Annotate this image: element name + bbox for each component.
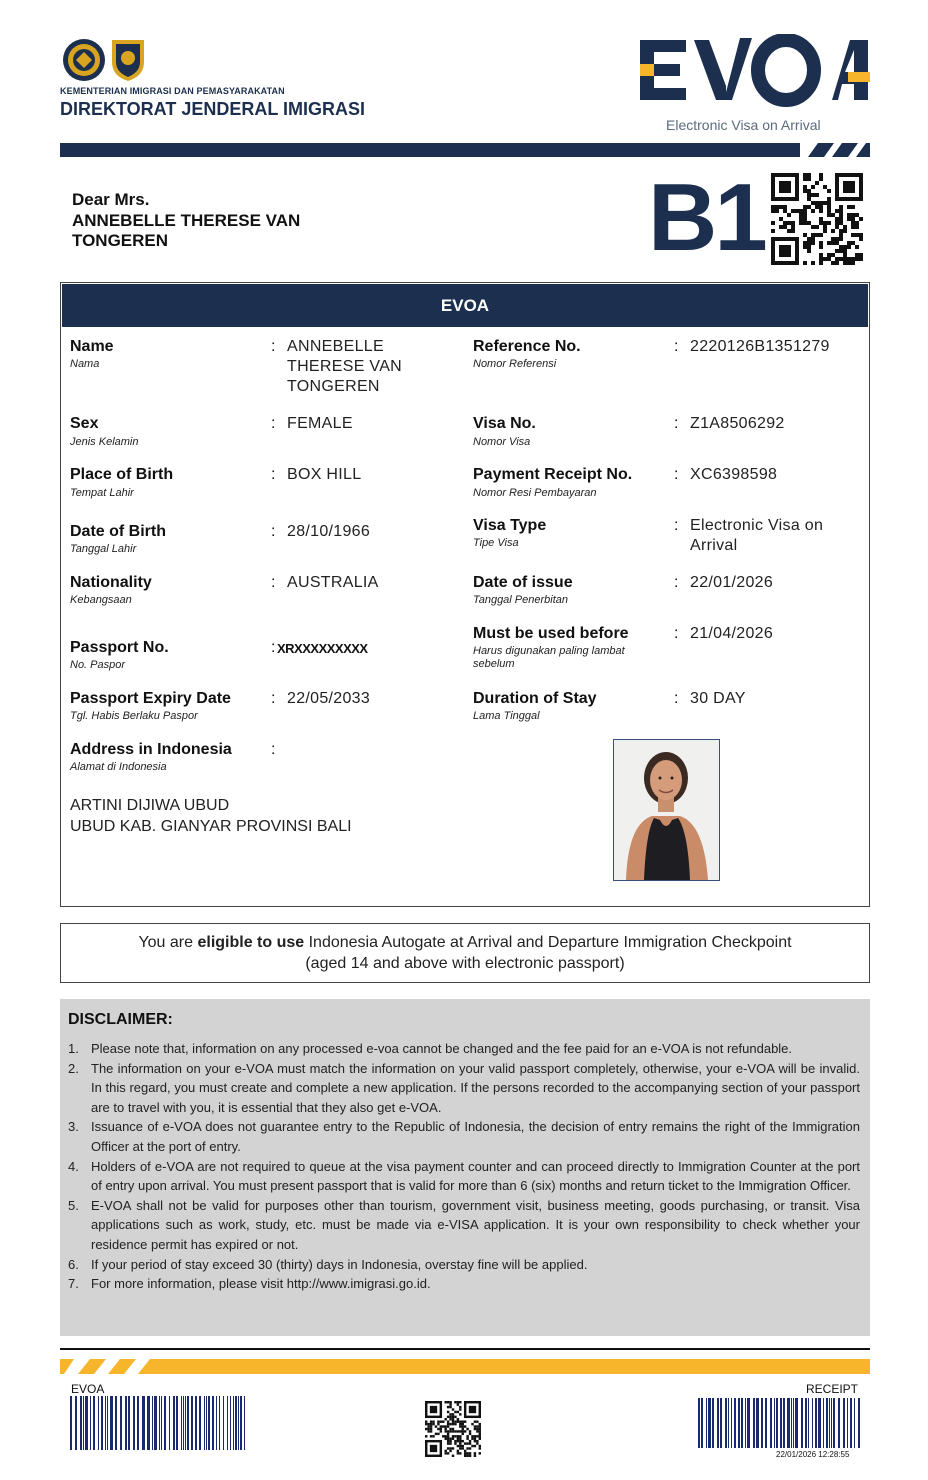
field-value-visa-no: Z1A8506292 [690, 415, 785, 432]
field-sub-sex: Jenis Kelamin [70, 436, 139, 448]
field-sub-duration: Lama Tinggal [473, 710, 540, 722]
field-sub-must-use-before: Harus digunakan paling lambat sebelum [473, 645, 625, 670]
colon: : [674, 338, 679, 355]
address-block [70, 795, 352, 837]
barcode-label-receipt: RECEIPT [806, 1382, 859, 1396]
barcode-evoa [70, 1396, 246, 1455]
field-label-passport-expiry: Passport Expiry Date [70, 690, 231, 707]
field-sub-address: Alamat di Indonesia [70, 761, 167, 773]
field-label-must-use-before: Must be used before [473, 625, 629, 642]
colon: : [674, 625, 679, 642]
field-sub-visa-no: Nomor Visa [473, 436, 531, 448]
disclaimer-item: 5. E-VOA shall not be valid for purposes other than tourism, government visit, business meeting, goods purchasing, or transit. Visa applications such as work, study, etc. must be made via e-VISA application. It is your own responsibility to check whether your residence permit has expired or not. [68, 1197, 860, 1252]
colon: : [271, 466, 276, 483]
field-value-passport-expiry: 22/05/2033 [287, 690, 371, 707]
field-value-must-use-before: 21/04/2026 [690, 625, 774, 642]
colon: : [674, 690, 679, 707]
field-label-visa-type: Visa Type [473, 517, 547, 534]
field-sub-reference-no: Nomor Referensi [473, 358, 557, 370]
colon: : [674, 517, 679, 534]
colon: : [271, 690, 276, 707]
immigration-emblem [110, 36, 146, 82]
colon: : [271, 639, 276, 656]
field-sub-passport-expiry: Tgl. Habis Berlaku Paspor [70, 710, 198, 722]
field-value-date-of-birth: 28/10/1966 [287, 523, 371, 540]
field-label-visa-no: Visa No. [473, 415, 536, 432]
footer-divider [60, 1348, 870, 1350]
directorate-name: DIREKTORAT JENDERAL IMIGRASI [60, 99, 366, 119]
field-sub-date-of-issue: Tanggal Penerbitan [473, 594, 569, 606]
field-value-visa-type: Electronic Visa on Arrival [690, 517, 824, 554]
disclaimer-item: 7. For more information, please visit http://www.imigrasi.go.id. [68, 1276, 431, 1292]
address-line1: ARTINI DIJIWA UBUD [70, 797, 230, 814]
field-sub-passport-no: No. Paspor [70, 659, 126, 671]
field-value-passport-no: XRXXXXXXXXX [277, 641, 368, 656]
field-sub-visa-type: Tipe Visa [473, 537, 519, 549]
field-label-payment-receipt: Payment Receipt No. [473, 466, 633, 483]
field-value-duration: 30 DAY [690, 690, 746, 707]
field-label-sex: Sex [70, 415, 99, 432]
field-value-place-of-birth: BOX HILL [287, 466, 362, 483]
address-line2: UBUD KAB. GIANYAR PROVINSI BALI [70, 818, 352, 835]
field-label-passport-no: Passport No. [70, 639, 169, 656]
field-sub-payment-receipt: Nomor Resi Pembayaran [473, 487, 597, 499]
eligibility-line2: (aged 14 and above with electronic passport) [305, 954, 625, 972]
field-label-reference-no: Reference No. [473, 338, 581, 355]
field-label-date-of-issue: Date of issue [473, 574, 573, 591]
holder-name-line2: TONGEREN [72, 231, 169, 250]
header-stripe [60, 143, 870, 157]
receipt-timestamp: 22/01/2026 12:28:55 [776, 1450, 850, 1459]
barcode-label-evoa: EVOA [71, 1382, 105, 1396]
barcode-receipt [698, 1396, 860, 1455]
colon: : [271, 415, 276, 432]
eligibility-rest: Indonesia Autogate at Arrival and Departure Immigration Checkpoint [304, 934, 792, 951]
disclaimer-list [68, 1039, 860, 1294]
field-label-name: Name [70, 338, 114, 355]
colon: : [271, 523, 276, 540]
field-value-payment-receipt: XC6398598 [690, 466, 778, 483]
disclaimer-title: DISCLAIMER: [68, 1011, 173, 1028]
salutation: Dear Mrs. [72, 190, 150, 209]
visa-class: B1 [648, 164, 765, 271]
ministry-name: KEMENTERIAN IMIGRASI DAN PEMASYARAKATAN [60, 86, 285, 96]
eligibility-notice [62, 933, 868, 974]
field-value-name: ANNEBELLE THERESE VAN TONGEREN [287, 338, 403, 395]
evoa-logo [636, 34, 872, 108]
field-label-place-of-birth: Place of Birth [70, 466, 174, 483]
field-value-reference-no: 2220126B1351279 [690, 338, 830, 355]
field-sub-date-of-birth: Tanggal Lahir [70, 543, 137, 555]
disclaimer-item: 4. Holders of e-VOA are not required to queue at the visa payment counter and can proceed directly to Immigration Counter at the port of entry upon arrival. You must present passport that is valid for more than 6 (six) months and return ticket to the Immigration Officer. [68, 1158, 860, 1194]
evoa-subtitle: Electronic Visa on Arrival [666, 117, 821, 133]
footer-qr-code [425, 1401, 481, 1457]
greeting [72, 190, 300, 252]
panel-title: EVOA [62, 284, 868, 327]
disclaimer-item: 6. If your period of stay exceed 30 (thirty) days in Indonesia, overstay fine will be applied. [68, 1256, 588, 1272]
field-sub-name: Nama [70, 358, 100, 370]
colon: : [674, 415, 679, 432]
footer-stripe [60, 1359, 870, 1374]
field-sub-place-of-birth: Tempat Lahir [70, 487, 134, 499]
field-value-sex: FEMALE [287, 415, 353, 432]
eligibility-bold: eligible to use [197, 934, 305, 951]
holder-name-line1: ANNEBELLE THERESE VAN [72, 210, 301, 230]
eligibility-prefix: You are [138, 934, 198, 951]
field-label-date-of-birth: Date of Birth [70, 523, 166, 540]
qr-code [771, 173, 863, 265]
colon: : [271, 741, 276, 758]
field-label-duration: Duration of Stay [473, 690, 597, 707]
field-label-address: Address in Indonesia [70, 741, 232, 758]
field-value-nationality: AUSTRALIA [287, 574, 379, 591]
holder-photo [613, 739, 720, 881]
colon: : [271, 338, 276, 355]
disclaimer-item: 2. The information on your e-VOA must match the information on your valid passport completely, otherwise, your e-VOA will be invalid. In this regard, you must create and complete a new application. If the persons recorded to the accompanying section of your passport are to travel with you, it is essential that they also get e-VOA. [68, 1060, 860, 1115]
ministry-emblem [62, 38, 106, 82]
disclaimer-item: 1. Please note that, information on any processed e-voa cannot be changed and the fee paid for an e-VOA is not refundable. [68, 1041, 793, 1056]
disclaimer-item: 3. Issuance of e-VOA does not guarantee entry to the Republic of Indonesia, the decision of entry remains the right of the Immigration Officer at the port of entry. [68, 1119, 860, 1154]
colon: : [674, 466, 679, 483]
field-sub-nationality: Kebangsaan [70, 594, 132, 606]
colon: : [674, 574, 679, 591]
field-label-nationality: Nationality [70, 574, 152, 591]
colon: : [271, 574, 276, 591]
field-value-date-of-issue: 22/01/2026 [690, 574, 774, 591]
